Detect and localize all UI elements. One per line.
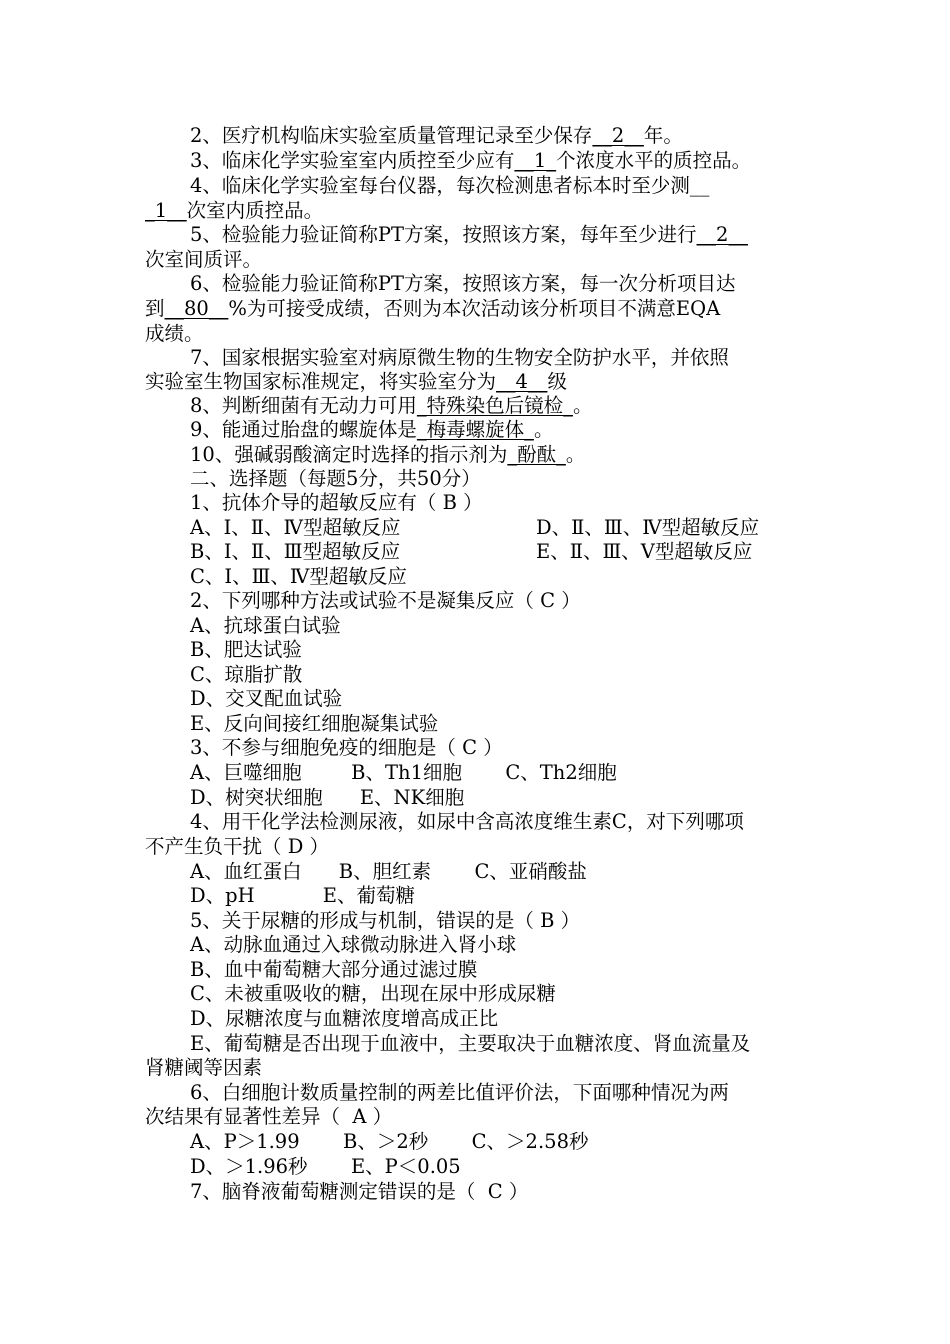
line-text: A、巨噬细胞 B、Th1细胞 C、Th2细胞 xyxy=(190,761,617,784)
text-line xyxy=(145,835,329,859)
text-line xyxy=(190,810,744,834)
text-line xyxy=(190,1007,498,1031)
line-text: 3、不参与细胞免疫的细胞是（ C ） xyxy=(190,736,503,759)
line-text: 1、抗体介导的超敏反应有（ B ） xyxy=(190,491,483,514)
text-line xyxy=(145,322,204,346)
line-text: 到 xyxy=(145,297,165,320)
text-line xyxy=(190,443,585,467)
line-text: 不产生负干扰（ D ） xyxy=(145,835,330,858)
line-text: 次结果有显著性差异（ A ） xyxy=(145,1105,393,1128)
line-text: 肾糖阈等因素 xyxy=(145,1056,263,1079)
text-line xyxy=(190,884,415,908)
text-line xyxy=(145,248,262,272)
line-text: D、Ⅱ、Ⅲ、Ⅳ型超敏反应 xyxy=(536,516,760,539)
text-line xyxy=(190,589,581,613)
text-line xyxy=(190,491,483,515)
text-line xyxy=(145,297,720,321)
text-line xyxy=(190,418,553,442)
line-text: D、pH E、葡萄糖 xyxy=(190,884,416,907)
text-line xyxy=(190,174,709,198)
text-line xyxy=(190,223,748,247)
text-line xyxy=(190,687,342,711)
text-line xyxy=(190,1032,750,1056)
text-line xyxy=(145,370,567,394)
text-line xyxy=(190,540,753,564)
line-text: A、血红蛋白 B、胆红素 C、亚硝酸盐 xyxy=(190,860,587,883)
text-line xyxy=(145,199,323,223)
text-line xyxy=(190,516,760,540)
line-text: 次室间质评。 xyxy=(145,248,263,271)
line-text: 5、关于尿糖的形成与机制，错误的是（ B ） xyxy=(190,909,581,932)
text-line xyxy=(145,1056,262,1080)
text-line xyxy=(190,467,481,491)
text-line xyxy=(190,638,302,662)
answer-blank: __80__ xyxy=(164,297,229,320)
text-line xyxy=(145,1105,392,1129)
text-line xyxy=(190,394,592,418)
text-line xyxy=(190,663,302,687)
line-text: D、树突状细胞 E、NK细胞 xyxy=(190,786,465,809)
line-text: 6、检验能力验证简称PT方案，按照该方案，每一次分析项目达 xyxy=(190,272,736,295)
text-line xyxy=(190,1180,528,1204)
line-text: 4、临床化学实验室每台仪器，每次检测患者标本时至少测__ xyxy=(190,174,710,197)
text-line xyxy=(190,1155,461,1179)
line-text: E、Ⅱ、Ⅲ、Ⅴ型超敏反应 xyxy=(536,540,753,563)
text-line xyxy=(190,786,464,810)
text-line xyxy=(190,712,438,736)
line-text: 。 xyxy=(533,418,554,441)
line-text: 5、检验能力验证简称PT方案，按照该方案，每年至少进行 xyxy=(190,223,697,246)
line-text: A、抗球蛋白试验 xyxy=(190,614,341,637)
text-line xyxy=(190,1130,588,1154)
text-line xyxy=(190,982,556,1006)
text-line xyxy=(190,272,736,296)
text-line xyxy=(190,614,341,638)
line-text: 实验室生物国家标准规定，将实验室分为 xyxy=(145,370,497,393)
line-text: D、交叉配血试验 xyxy=(190,687,343,710)
text-line xyxy=(190,761,617,785)
line-text: A、P＞1.99 B、＞2秒 C、＞2.58秒 xyxy=(190,1130,589,1153)
line-text: 2、医疗机构临床实验室质量管理记录至少保存 xyxy=(190,124,593,147)
text-line xyxy=(190,149,751,173)
text-line xyxy=(190,909,580,933)
line-text: 7、脑脊液葡萄糖测定错误的是（ C ） xyxy=(190,1180,529,1203)
line-text: 10、强碱弱酸滴定时选择的指示剂为 xyxy=(190,443,508,466)
line-text: A、Ⅰ、Ⅱ、Ⅳ型超敏反应 xyxy=(190,516,401,539)
line-text: 7、国家根据实验室对病原微生物的生物安全防护水平，并依照 xyxy=(190,346,729,369)
line-text: E、反向间接红细胞凝集试验 xyxy=(190,712,439,735)
line-text: C、未被重吸收的糖，出现在尿中形成尿糖 xyxy=(190,982,556,1005)
line-text: 二、选择题（每题5分，共50分） xyxy=(190,467,481,490)
line-text: D、＞1.96秒 E、P＜0.05 xyxy=(190,1155,461,1178)
answer-blank: _酚酞_ xyxy=(507,443,566,466)
text-line xyxy=(190,124,683,148)
line-text: 。 xyxy=(572,394,593,417)
answer-blank: _梅毒螺旋体_ xyxy=(416,418,534,441)
line-text: 个浓度水平的质控品。 xyxy=(556,149,752,172)
answer-blank: __2__ xyxy=(696,223,748,246)
line-text: C、Ⅰ、Ⅲ、Ⅳ型超敏反应 xyxy=(190,565,407,588)
line-text: 2、下列哪种方法或试验不是凝集反应（ C ） xyxy=(190,589,581,612)
line-text: 4、用干化学法检测尿液，如尿中含高浓度维生素C，对下列哪项 xyxy=(190,810,744,833)
text-line xyxy=(190,736,503,760)
line-text: 3、临床化学实验室室内质控至少应有 xyxy=(190,149,515,172)
text-line xyxy=(190,933,516,957)
line-text: A、动脉血通过入球微动脉进入肾小球 xyxy=(190,933,517,956)
line-text: D、尿糖浓度与血糖浓度增高成正比 xyxy=(190,1007,499,1030)
line-text: B、Ⅰ、Ⅱ、Ⅲ型超敏反应 xyxy=(190,540,401,563)
text-line xyxy=(190,346,729,370)
line-text: 年。 xyxy=(643,124,683,147)
line-text: E、葡萄糖是否出现于血液中，主要取决于血糖浓度、肾血流量及 xyxy=(190,1032,751,1055)
line-text: 成绩。 xyxy=(145,322,204,345)
answer-blank: _特殊染色后镜检_ xyxy=(416,394,573,417)
answer-blank: _1__ xyxy=(145,199,187,222)
line-text: B、血中葡萄糖大部分通过滤过膜 xyxy=(190,958,478,981)
line-text: 。 xyxy=(565,443,586,466)
text-line xyxy=(190,958,477,982)
line-text: B、肥达试验 xyxy=(190,638,302,661)
line-text: 8、判断细菌有无动力可用 xyxy=(190,394,417,417)
text-line xyxy=(190,860,587,884)
line-text: 级 xyxy=(547,370,567,393)
text-line xyxy=(190,1081,729,1105)
line-text: 9、能通过胎盘的螺旋体是 xyxy=(190,418,417,441)
line-text: C、琼脂扩散 xyxy=(190,663,303,686)
line-text: %为可接受成绩，否则为本次活动该分析项目不满意EQA xyxy=(228,297,721,320)
text-line xyxy=(190,565,407,589)
answer-blank: __4__ xyxy=(496,370,548,393)
answer-blank: __1_ xyxy=(514,149,557,172)
answer-blank: __2__ xyxy=(592,124,644,147)
line-text: 6、白细胞计数质量控制的两差比值评价法，下面哪种情况为两 xyxy=(190,1081,729,1104)
line-text: 次室内质控品。 xyxy=(186,199,324,222)
